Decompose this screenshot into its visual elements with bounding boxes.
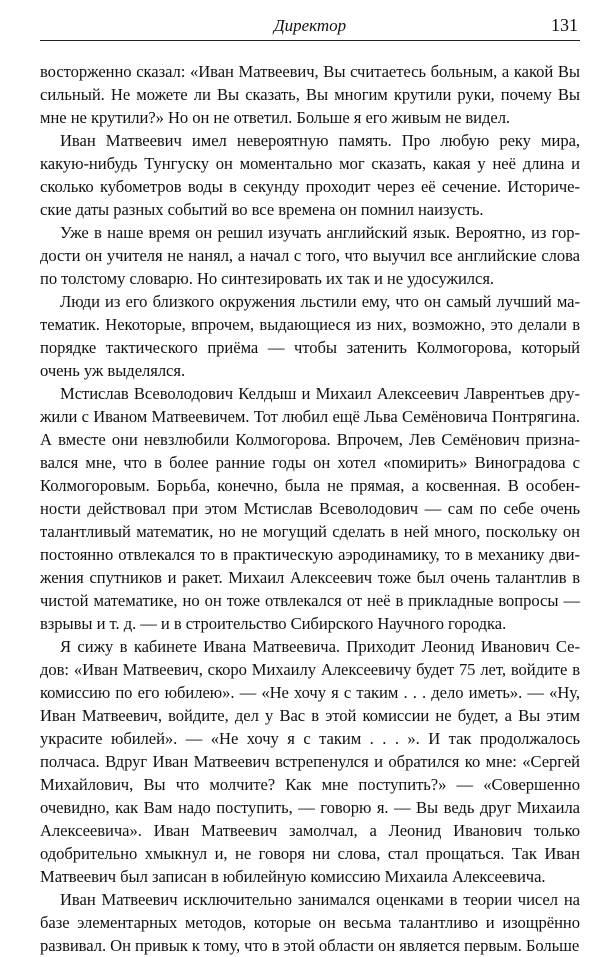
paragraph: Я сижу в кабинете Ивана Матвеевича. Приходит Леонид Иванович Седов: «Иван Матвеевич, скоро Михаилу Алексеевичу будет 75 лет, войдите в комиссию по его юбилею». — «Не хочу я с таким . . . дело иметь». — «Ну, Иван Матвеевич, войдите, дел у Вас в этой комиссии не будет, а Вы этим украсите юбилей». — «Не хочу я с таким . . . ». И так продолжалось полчаса. Вдруг Иван Матвеевич встрепенулся и обратился ко мне: «Сергей Михайлович, Вы что молчите? Как мне поступить?» — «Совершенно очевидно, как Вам надо поступить, — говорю я. — Вы ведь друг Михаила Алексеевича». Иван Матвеевич замолчал, а Леонид Иванович только одобрительно хмыкнул и, не говоря ни слова, стал прощаться. Так Иван Матвеевич был записан в юбилейную комиссию Михаила Алексеевича.	[40, 637, 580, 886]
paragraph: Иван Матвеевич имел невероятную память. Про любую реку мира, какую-нибудь Тунгуску он моментально мог сказать, какая у неё длина и сколько кубометров воды в секунду проходит через её сечение. Исторические даты разных событий во все времена он помнил наизусть.	[40, 131, 580, 219]
paragraph: Люди из его близкого окружения льстили ему, что он самый лучший математик. Некоторые, впрочем, выдающиеся из них, возможно, это делали в порядке тактического приёма — чтобы затенить Колмогорова, который очень уж выделялся.	[40, 292, 580, 380]
paragraph: Мстислав Всеволодович Келдыш и Михаил Алексеевич Лаврентьев дружили с Иваном Матвеевичем. Тот любил ещё Льва Семёновича Понтрягина. А вместе они невзлюбили Колмогорова. Впрочем, Лев Семёнович признавался мне, что в более ранние годы он хотел «помирить» Виноградова с Колмогоровым. Борьба, конечно, была не прямая, а косвенная. В особенности действовал при этом Мстислав Всеволодович — сам по себе очень талантливый математик, но не могущий сделать в ней много, поскольку он постоянно отвлекался то в практическую аэродинамику, то в механику движения спутников и ракет. Михаил Алексеевич тоже был очень талантлив в чистой математике, но он тоже отвлекался от неё в прикладные вопросы — взрывы и т. д. — и в строительство Сибирского Научного городка.	[40, 384, 580, 633]
paragraph: Уже в наше время он решил изучать английский язык. Вероятно, из гордости он учителя не нанял, а начал с того, что выучил все английские слова по толстому словарю. Но синтезировать их так и не удосужился.	[40, 223, 580, 288]
running-title: Директор	[273, 16, 347, 35]
page-number: 131	[551, 15, 578, 35]
body-text	[40, 60, 580, 957]
paragraph: Иван Матвеевич исключительно занимался оценками в теории чисел на базе элементарных методов, которые он весьма талантливо и изощрённо развивал. Он привык к тому, что в этой области он является первым. Больше	[40, 890, 580, 955]
paragraph: восторженно сказал: «Иван Матвеевич, Вы считаетесь больным, а какой Вы сильный. Не можете ли Вы сказать, Вы многим крутили руки, почему Вы мне не крутили?» Но он не ответил. Больше я его живым не видел.	[40, 62, 580, 127]
running-header	[40, 12, 580, 41]
